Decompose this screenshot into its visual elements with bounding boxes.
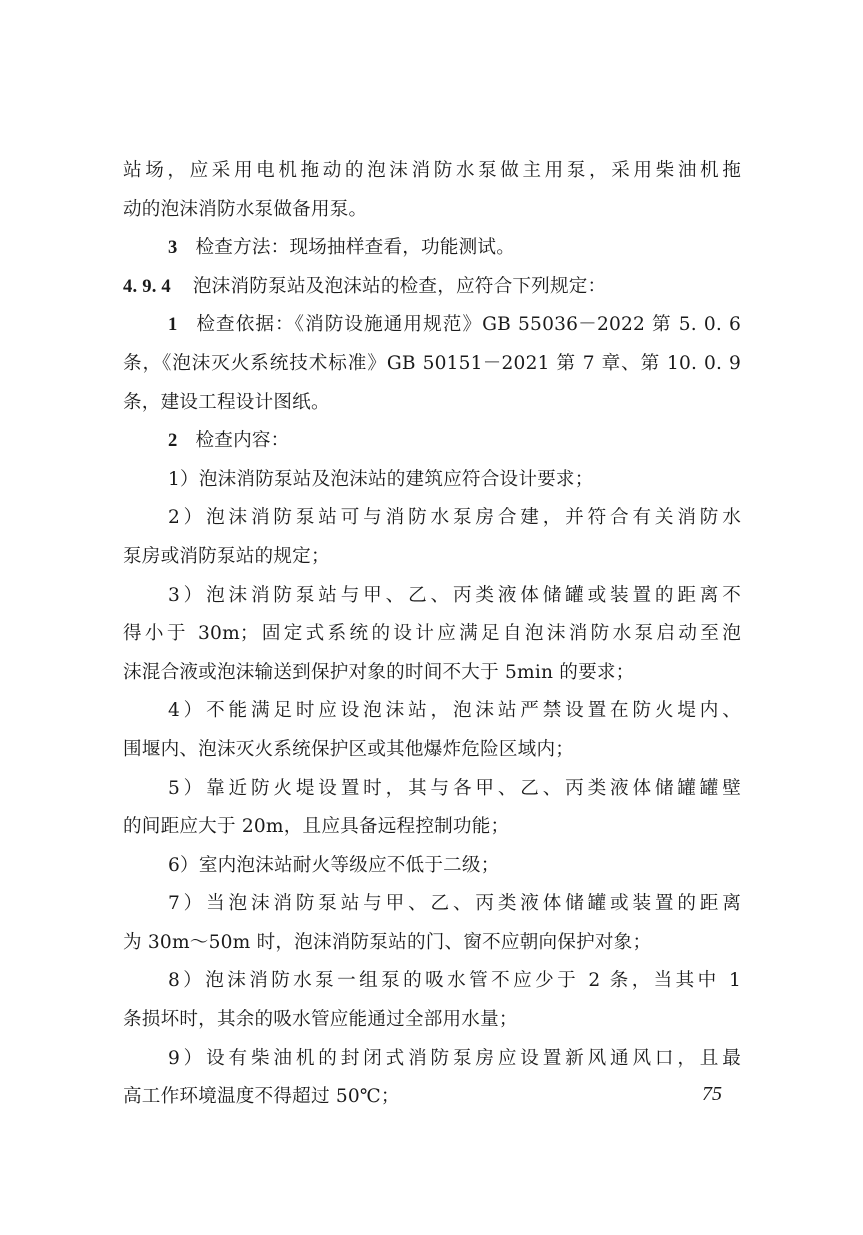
- document-body: [123, 152, 741, 1117]
- text-line-content: 动的泡沫消防水泵做备用泵。: [123, 198, 368, 220]
- text-line: [123, 345, 741, 384]
- list-item: [123, 461, 741, 500]
- text-line-content: 条，《泡沫灭火系统技术标准》GB 50151－2021 第 7 章、第 10. 0. 9: [123, 352, 741, 374]
- text-line-content: 6）室内泡沫站耐火等级应不低于二级；: [168, 854, 500, 876]
- text-line-content: 高工作环境温度不得超过 50℃；: [123, 1086, 400, 1108]
- list-item: [123, 1040, 741, 1079]
- text-line: [123, 538, 741, 577]
- text-line-content: 检查依据：《消防设施通用规范》GB 55036－2022 第 5. 0. 6: [195, 314, 741, 336]
- section-heading: [123, 268, 741, 307]
- text-line-content: 1）泡沫消防泵站及泡沫站的建筑应符合设计要求；: [168, 468, 594, 490]
- text-line: [123, 654, 741, 693]
- text-line-content: 8）泡沫消防水泵一组泵的吸水管不应少于 2 条，当其中 1: [168, 970, 741, 992]
- page-number: 75: [702, 1083, 722, 1105]
- text-line-content: 2）泡沫消防泵站可与消防水泵房合建，并符合有关消防水: [168, 507, 741, 529]
- text-line: [123, 731, 741, 770]
- item-number: 1: [168, 314, 178, 336]
- text-line-content: 检查内容：: [195, 430, 290, 452]
- text-line: [123, 152, 741, 191]
- item-number: 2: [168, 430, 178, 452]
- text-line-content: 条，建设工程设计图纸。: [123, 391, 330, 413]
- text-line-content: 得小于 30m；固定式系统的设计应满足自泡沫消防水泵启动至泡: [123, 623, 741, 645]
- text-line-content: 9）设有柴油机的封闭式消防泵房应设置新风通风口，且最: [168, 1047, 741, 1069]
- check-content-item: [123, 422, 741, 461]
- list-item: [123, 962, 741, 1001]
- text-line-content: 检查方法：现场抽样查看，功能测试。: [195, 237, 515, 259]
- text-line: [123, 191, 741, 230]
- text-line: [123, 1001, 741, 1040]
- text-line-content: 4）不能满足时应设泡沫站，泡沫站严禁设置在防火堤内、: [168, 700, 741, 722]
- list-item: [123, 499, 741, 538]
- text-line-content: 的间距应大于 20m，且应具备远程控制功能；: [123, 816, 510, 838]
- check-basis-item: [123, 306, 741, 345]
- section-title: 泡沫消防泵站及泡沫站的检查，应符合下列规定：: [192, 275, 607, 297]
- text-line: [123, 924, 741, 963]
- item-number: 3: [168, 237, 178, 259]
- text-line-content: 泵房或消防泵站的规定；: [123, 545, 330, 567]
- text-line-content: 7）当泡沫消防泵站与甲、乙、丙类液体储罐或装置的距离: [168, 893, 741, 915]
- text-line: [123, 1078, 741, 1117]
- list-item: [123, 692, 741, 731]
- text-line: [123, 615, 741, 654]
- text-line-content: 条损坏时，其余的吸水管应能通过全部用水量；: [123, 1009, 518, 1031]
- text-line-content: 3）泡沫消防泵站与甲、乙、丙类液体储罐或装置的距离不: [168, 584, 741, 606]
- list-item: [123, 885, 741, 924]
- text-line-content: 站场，应采用电机拖动的泡沫消防水泵做主用泵，采用柴油机拖: [123, 160, 741, 181]
- text-line-content: 沫混合液或泡沫输送到保护对象的时间不大于 5min 的要求；: [123, 661, 635, 683]
- list-item: [123, 577, 741, 616]
- list-item: [123, 847, 741, 886]
- text-line-content: 5）靠近防火堤设置时，其与各甲、乙、丙类液体储罐罐壁: [168, 777, 741, 799]
- text-line: [123, 384, 741, 423]
- text-line-content: 围堰内、泡沫灭火系统保护区或其他爆炸危险区域内；: [123, 738, 575, 760]
- list-item: [123, 770, 741, 809]
- text-line-content: 为 30m～50m 时，泡沫消防泵站的门、窗不应朝向保护对象；: [123, 931, 652, 953]
- section-number: 4. 9. 4: [123, 275, 171, 297]
- check-method-item: [123, 229, 741, 268]
- text-line: [123, 808, 741, 847]
